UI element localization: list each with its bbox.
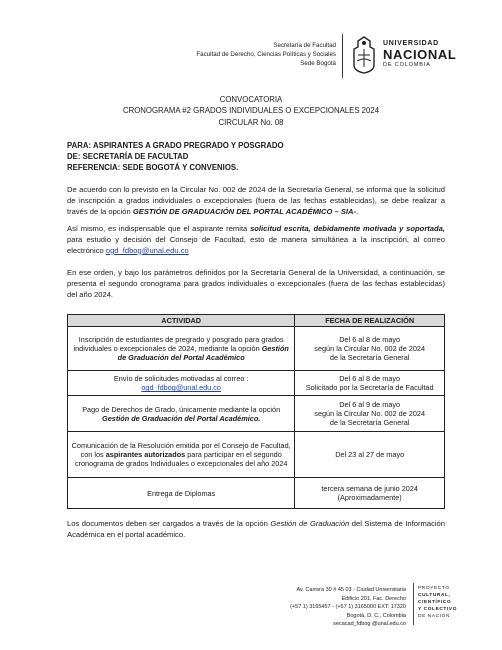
date-line: Del 6 al 9 de mayo	[339, 399, 401, 409]
date-line: según la Circular No. 002 de 2024	[314, 409, 426, 419]
activity-text: Pago de Derechos de Grado, únicamente mediante la opción	[82, 404, 281, 414]
activity-cell	[68, 432, 295, 478]
title-line-2: CRONOGRAMA #2 GRADOS INDIVIDUALES O EXCEPCIONALES 2024	[122, 106, 380, 116]
addressee-block	[67, 140, 284, 173]
para1-text: De acuerdo con lo previsto en la Circular No. 002 de 2024 de la Secretaría General, se informa que la solicitud de inscripción a grados individuales o excepcionales (fuera de las fechas establecidas), se debe realizar a través de la opción	[67, 185, 445, 216]
paragraph-request	[67, 224, 445, 257]
header-divider	[342, 34, 343, 78]
date-cell	[295, 478, 445, 509]
logo-line-2: NACIONAL	[383, 47, 457, 62]
activity-text: Comunicación de la Resolución emitida por el Consejo de Facultad, con los	[71, 440, 291, 460]
date-cell	[295, 432, 445, 478]
activity-text: Inscripción de estudiantes de pregrado y posgrado para grados individuales o excepcionales de 2024, mediante la opción	[73, 334, 284, 354]
table-row	[68, 371, 445, 396]
footer-line: (+57 1) 3165457 - (+57 1) 3165000 EXT: 17320	[290, 604, 406, 611]
para2-text-b: para estudio y decisión del Consejo de Facultad, esto de manera simultánea a la inscripción, al correo electrónico	[67, 234, 445, 255]
header-actividad: ACTIVIDAD	[68, 315, 295, 327]
activity-cell	[68, 371, 295, 396]
date-cell	[295, 371, 445, 396]
logo-line-3: DE COLOMBIA	[383, 62, 431, 68]
date-cell	[295, 396, 445, 432]
logo-line-1: UNIVERSIDAD	[383, 40, 439, 47]
para1-emphasis: GESTIÓN DE GRADUACIÓN DEL PORTAL ACADÉMICO – SIA-	[132, 206, 357, 216]
faculty-line-2: Facultad de Derecho, Ciencias Políticas y Sociales	[196, 50, 336, 58]
title-line-3: CIRCULAR No. 08	[218, 117, 284, 127]
shield-crest-icon	[350, 35, 378, 75]
project-slogan	[418, 586, 457, 621]
footer-divider	[413, 583, 414, 625]
email-link[interactable]: ogd_fdbog@unal.edu.co	[141, 383, 221, 393]
paragraph-documents	[67, 519, 445, 541]
date-line: de la Secretaría General	[329, 418, 410, 428]
addressee-referencia: REFERENCIA: SEDE BOGOTÁ Y CONVENIOS.	[67, 163, 239, 173]
para2-emphasis: solicitud escrita, debidamente motivada y soportada,	[250, 224, 445, 233]
activity-text: Entrega de Diplomas	[147, 488, 216, 498]
activity-cell	[68, 396, 295, 432]
addressee-para: PARA: ASPIRANTES A GRADO PREGRADO Y POSGRADO	[67, 141, 284, 150]
document-titles	[0, 94, 502, 128]
activity-emphasis: Gestión de Graduación del Portal Académico	[117, 344, 289, 363]
slogan-line: PROYECTO	[418, 586, 450, 591]
para2-text: Así mismo, es indispensable que el aspirante remita	[67, 224, 251, 233]
header-fecha: FECHA DE REALIZACIÓN	[295, 315, 445, 327]
date-line: Del 23 al 27 de mayo	[335, 450, 405, 460]
letterhead	[0, 34, 502, 80]
paragraph-schedule: En ese orden, y bajo los parámetros definidos por la Secretaría General de la Universidad, a continuación, se presenta el segundo cronograma para grados individuales o excepcionales (fuera de las fechas establecidas) del año 2024.	[67, 268, 445, 299]
para4-text: Los documentos deben ser cargados a través de la opción	[67, 519, 271, 528]
activity-text-c: para participar en el segundo cronograma de grados Individuales o excepcionales del año 2024	[74, 450, 288, 469]
table-header-row	[68, 315, 445, 327]
date-line: según la Circular No. 002 de 2024	[314, 344, 426, 354]
footer-line: Bogotá, D. C., Colombia	[346, 612, 406, 619]
footer-address	[290, 586, 406, 629]
date-line: de la Secretaría General	[329, 353, 410, 363]
activity-cell	[68, 478, 295, 509]
activity-cell	[68, 327, 295, 371]
para4-end: del Sistema de Información Académica en el portal académico.	[67, 519, 445, 539]
table-row	[68, 432, 445, 478]
table-row	[68, 396, 445, 432]
email-link[interactable]: ogd_fdbog@unal.edu.co	[105, 245, 189, 255]
activity-emphasis: Gestión de Graduación del Portal Académico.	[102, 413, 261, 423]
date-line: (Aproximadamente)	[337, 493, 402, 503]
university-logo-text	[383, 40, 456, 69]
slogan-line: DE NACIÓN	[418, 613, 451, 619]
footer-line: Edificio 201, Fac. Derecho	[341, 595, 406, 602]
footer-email: secacad_fdbog @unal.edu.co	[333, 621, 406, 628]
faculty-line-3: Sede Bogotá	[300, 59, 336, 67]
activity-emphasis: aspirantes autorizados	[105, 450, 186, 460]
activity-text: Envío de solicitudes motivadas al correo :	[113, 374, 249, 383]
table-row	[68, 478, 445, 509]
para4-emphasis: Gestión de Graduación	[270, 519, 350, 528]
date-line: Solicitado por la Secretaría de Facultad	[305, 383, 434, 393]
slogan-line: CIENTÍFICO	[418, 599, 452, 605]
date-line: tercera semana de junio 2024	[321, 484, 418, 493]
faculty-line-1: Secretaría de Facultad	[273, 42, 336, 49]
slogan-line: CULTURAL,	[418, 592, 451, 598]
date-cell	[295, 327, 445, 371]
slogan-line: Y COLECTIVO	[418, 606, 458, 612]
date-line: Del 6 al 8 de mayo	[339, 374, 401, 383]
table-row	[68, 327, 445, 371]
schedule-table	[67, 314, 445, 509]
para1-end: .	[356, 206, 359, 216]
faculty-block	[196, 42, 336, 69]
date-line: Del 6 al 8 de mayo	[339, 334, 401, 344]
paragraph-intro	[67, 185, 445, 218]
addressee-de: DE: SECRETARÍA DE FACULTAD	[67, 152, 189, 162]
footer-line: Av. Carrera 30 # 45 03 - Ciudad Universitaria	[296, 587, 406, 593]
title-line-1: CONVOCATORIA	[219, 95, 283, 104]
